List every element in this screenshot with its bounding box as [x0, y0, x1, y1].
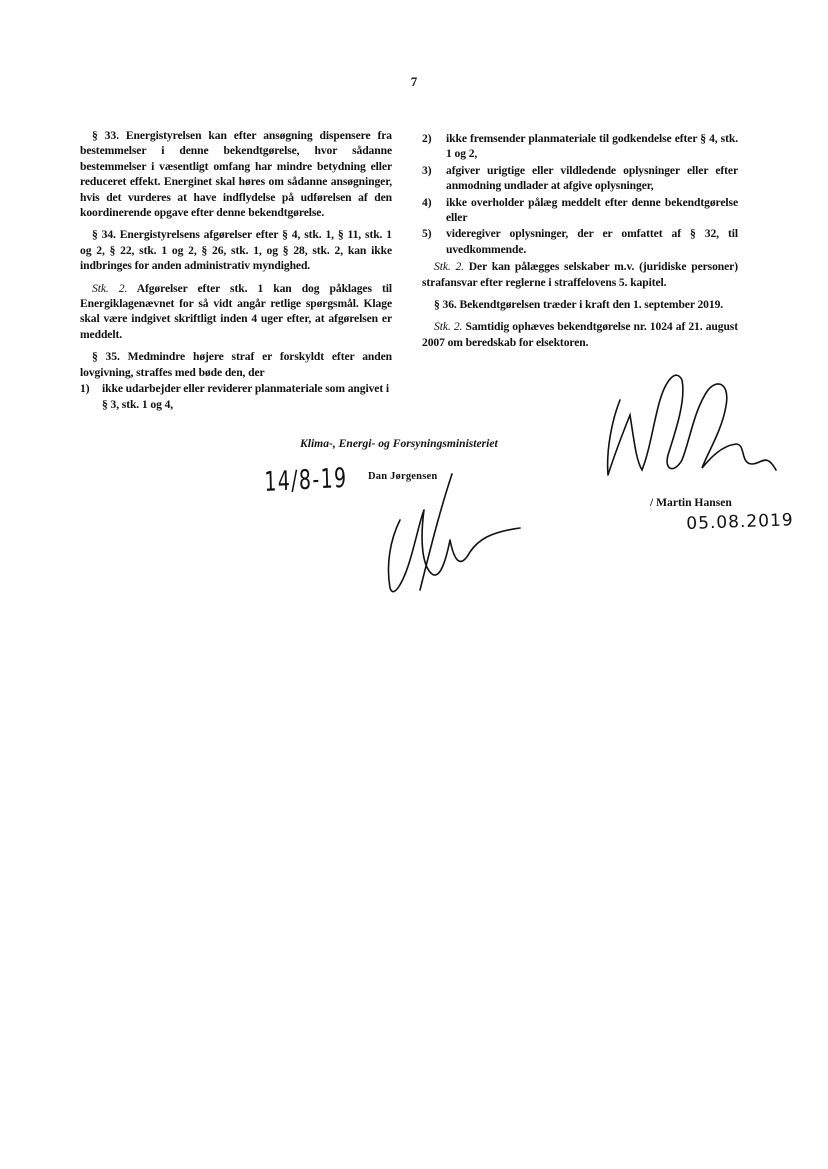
- section-35: § 35. Medmindre højere straf er forskyldt efter anden lovgivning, straffes med bøde den, der: [80, 350, 392, 379]
- official-signature: [590, 360, 790, 490]
- section-35-stk-2-text: Der kan pålægges selskaber m.v. (juridiske personer) strafansvar efter reglerne i straffelovens 5. kapitel.: [422, 260, 738, 289]
- page-number: 7: [410, 74, 418, 89]
- stk-label: Stk. 2.: [434, 320, 463, 334]
- section-34-stk-2-text: Afgørelser efter stk. 1 kan dog påklages til Energiklagenævnet for så vidt angår retlige spørgsmål. Klage skal være indgivet skriftligt inden 4 uger efter, at afgørelsen er meddelt.: [80, 281, 392, 341]
- list-item-number: 2): [422, 132, 432, 145]
- section-36-stk-2: [422, 319, 738, 350]
- list-item-text: afgiver urigtige eller vildledende oplysninger eller efter anmodning undlader at afgive oplysninger,: [446, 163, 738, 193]
- section-36: § 36. Bekendtgørelsen træder i kraft den 1. september 2019.: [434, 298, 724, 312]
- minister-name: Dan Jørgensen: [368, 471, 438, 482]
- list-item-text: ikke overholder pålæg meddelt efter denne bekendtgørelse eller: [446, 195, 738, 225]
- section-33: § 33. Energistyrelsen kan efter ansøgning dispensere fra bestemmelser i denne bekendtgørelse, hvor sådanne bestemmelser i væsentligt omfang har mindre betydning eller reduceret effekt. Energinet skal høres om sådanne ansøgninger, hvis det vurderes at have indflydelse på udførelsen af den koordinerende opgave efter denne bekendtgørelse.: [80, 129, 392, 220]
- minister-signature: [360, 470, 530, 610]
- list-item-number: 3): [422, 163, 432, 177]
- list-item: [422, 195, 738, 226]
- left-column: [80, 128, 392, 413]
- list-item-number: 5): [422, 227, 432, 241]
- section-35-stk-2: [422, 259, 738, 290]
- list-item-text: videregiver oplysninger, der er omfattet af § 32, til uvedkommende.: [446, 227, 738, 256]
- list-item-text: ikke fremsender planmateriale til godkendelse efter § 4, stk. 1 og 2,: [446, 132, 738, 161]
- minister-handwritten-date: 14/8-19: [264, 462, 348, 498]
- list-item: [422, 131, 738, 162]
- official-name: / Martin Hansen: [650, 496, 732, 509]
- list-item-text: ikke udarbejder eller reviderer planmateriale som angivet i § 3, stk. 1 og 4,: [102, 382, 390, 411]
- list-item: [80, 381, 392, 412]
- ministry-name: Klima-, Energi- og Forsyningsministeriet: [300, 437, 498, 450]
- section-34-stk-2: [80, 281, 392, 343]
- list-item: [422, 163, 738, 194]
- section-34: § 34. Energistyrelsens afgørelser efter § 4, stk. 1, § 11, stk. 1 og 2, § 22, stk. 1 og 2, § 26, stk. 1, og § 28, stk. 2, kan ikke indbringes for anden administrativ myndighed.: [80, 228, 392, 273]
- stk-label: Stk. 2.: [434, 260, 464, 274]
- official-handwritten-date: 05.08.2019: [686, 510, 794, 534]
- list-item: [422, 226, 738, 257]
- right-column: [422, 131, 738, 357]
- list-item-number: 4): [422, 195, 432, 209]
- section-36-stk-2-text: Samtidig ophæves bekendtgørelse nr. 1024 af 21. august 2007 om beredskab for elsektoren.: [422, 320, 738, 349]
- stk-label: Stk. 2.: [92, 281, 128, 295]
- list-item-number: 1): [80, 382, 90, 396]
